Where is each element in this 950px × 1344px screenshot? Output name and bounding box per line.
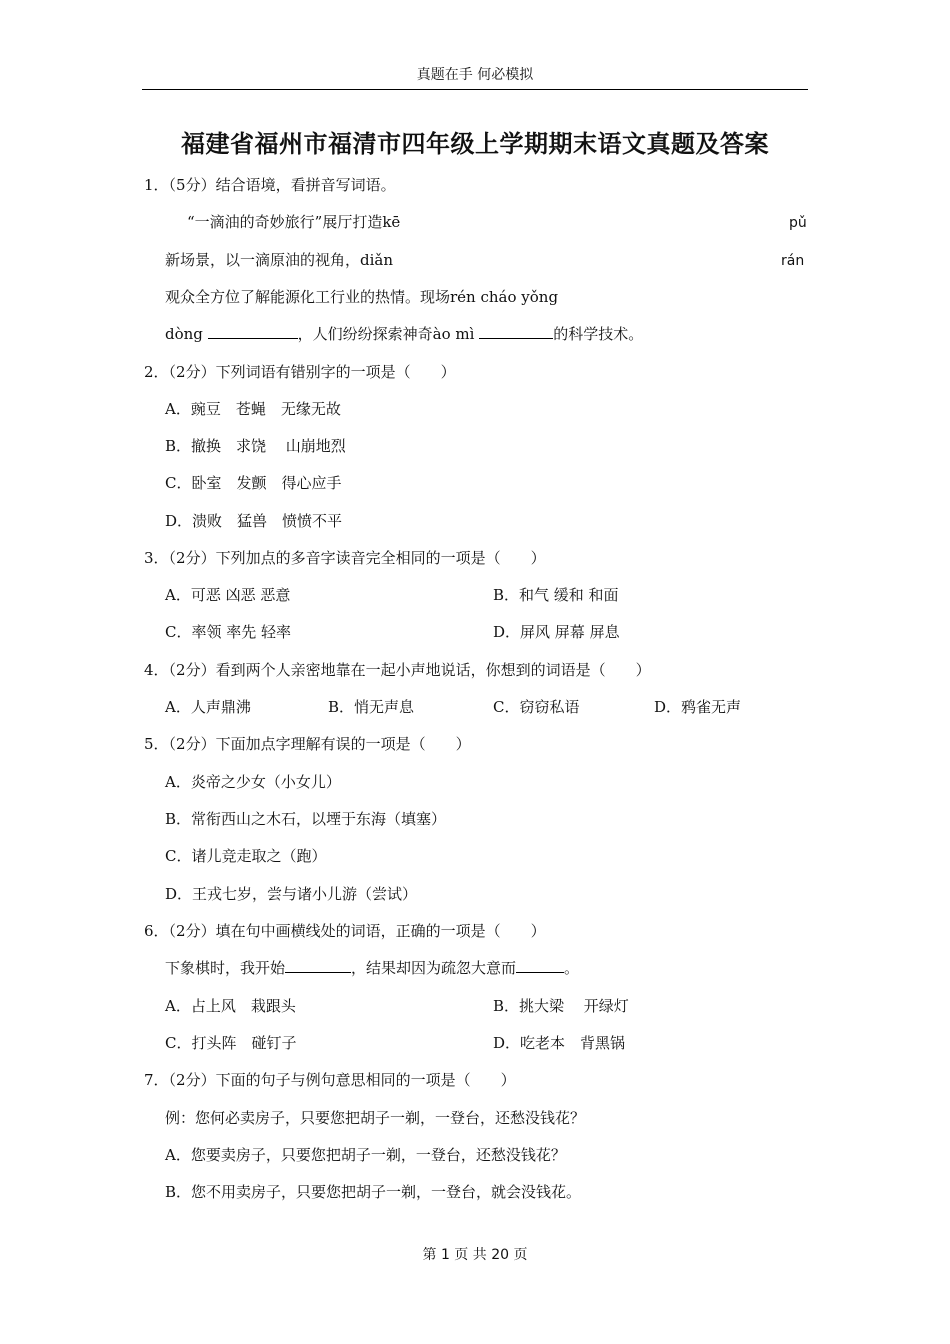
question-7-stem: 7．（2分）下面的句子与例句意思相同的一项是（ ）	[144, 1071, 516, 1089]
question-1-line-2: 新场景，以一滴原油的视角，diǎn	[165, 251, 394, 269]
answer-blank-1[interactable]	[208, 324, 298, 339]
question-2-option-a: A．豌豆 苍蝇 无缘无故	[165, 400, 341, 418]
question-7-option-b: B．您不用卖房子，只要您把胡子一剃，一登台，就会没钱花。	[165, 1183, 582, 1201]
question-5-stem: 5．（2分）下面加点字理解有误的一项是（ ）	[144, 735, 471, 753]
question-6-stem: 6．（2分）填在句中画横线处的词语，正确的一项是（ ）	[144, 922, 546, 940]
question-1-line-4-mid: ，人们纷纷探索神奇ào mì	[297, 325, 480, 343]
question-5-option-d: D．王戎七岁，尝与诸小儿游（尝试）	[165, 885, 418, 903]
question-2-option-c: C．卧室 发颤 得心应手	[165, 474, 342, 492]
question-6-sentence-end: 。	[564, 959, 580, 977]
question-6-option-a: A．占上风 栽跟头	[165, 997, 296, 1015]
answer-blank-4[interactable]	[516, 958, 564, 973]
question-6-sentence-start: 下象棋时，我开始	[165, 959, 286, 977]
question-1-pinyin-ran: rán	[781, 253, 805, 269]
question-4-option-a: A．人声鼎沸	[165, 698, 251, 716]
page-footer: 第 1 页 共 20 页	[422, 1247, 528, 1263]
document-title: 福建省福州市福清市四年级上学期期末语文真题及答案	[181, 130, 769, 158]
question-4-option-b: B．悄无声息	[328, 698, 415, 716]
question-3-option-a: A．可恶 凶恶 恶意	[165, 586, 291, 604]
question-1-line-4-end: 的科学技术。	[553, 325, 644, 343]
question-4-stem: 4．（2分）看到两个人亲密地靠在一起小声地说话，你想到的词语是（ ）	[144, 661, 651, 679]
answer-blank-3[interactable]	[285, 958, 351, 973]
question-2-option-d: D．溃败 猛兽 愤愤不平	[165, 512, 343, 530]
question-1-line-3: 观众全方位了解能源化工行业的热情。现场rén cháo yǒng	[165, 288, 559, 306]
question-1-line-4	[165, 324, 643, 344]
question-1-stem: 1．（5分）结合语境，看拼音写词语。	[144, 176, 396, 194]
question-7-option-a: A．您要卖房子，只要您把胡子一剃，一登台，还愁没钱花？	[165, 1146, 566, 1164]
question-3-option-b: B．和气 缓和 和面	[493, 586, 619, 604]
question-3-option-c: C．率领 率先 轻率	[165, 623, 292, 641]
question-5-option-c: C．诸儿竞走取之（跑）	[165, 847, 327, 865]
question-5-option-b: B．常衔西山之木石，以堙于东海（填塞）	[165, 810, 447, 828]
question-2-stem: 2．（2分）下列词语有错别字的一项是（ ）	[144, 363, 456, 381]
question-3-option-d: D．屏风 屏幕 屏息	[493, 623, 620, 641]
question-6-option-d: D．吃老本 背黑锅	[493, 1034, 626, 1052]
question-6-sentence	[165, 958, 579, 978]
answer-blank-2[interactable]	[479, 324, 553, 339]
header-divider	[142, 89, 808, 90]
question-6-option-c: C．打头阵 碰钉子	[165, 1034, 297, 1052]
question-5-option-a: A．炎帝之少女（小女儿）	[165, 773, 341, 791]
question-6-option-b: B．挑大梁 开绿灯	[493, 997, 629, 1015]
question-4-option-d: D．鸦雀无声	[654, 698, 742, 716]
question-1-pinyin-pu: pǔ	[789, 215, 807, 231]
page-header: 真题在手 何必模拟	[416, 67, 534, 83]
question-7-example: 例：您何必卖房子，只要您把胡子一剃，一登台，还愁没钱花？	[165, 1109, 586, 1127]
question-6-sentence-mid: ，结果却因为疏忽大意而	[351, 959, 517, 977]
question-3-stem: 3．（2分）下列加点的多音字读音完全相同的一项是（ ）	[144, 549, 546, 567]
question-4-option-c: C．窃窃私语	[493, 698, 580, 716]
pinyin-dong: dòng	[165, 325, 208, 343]
question-2-option-b: B．撤换 求饶 山崩地烈	[165, 437, 346, 455]
question-1-line-1: “一滴油的奇妙旅行”展厅打造kē	[187, 213, 401, 231]
